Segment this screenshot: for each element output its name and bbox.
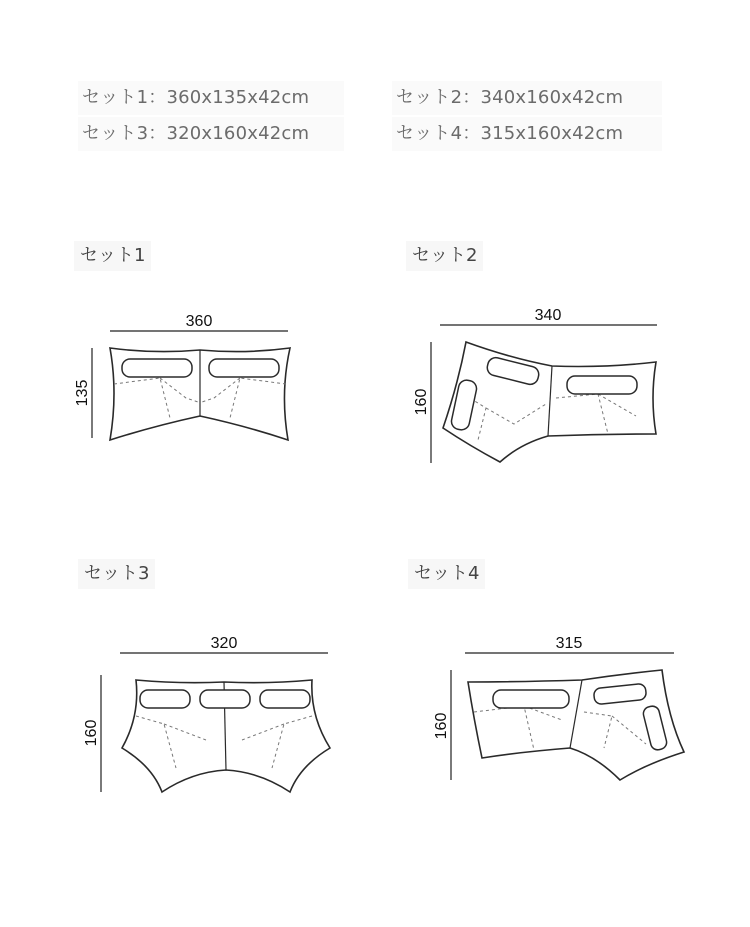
- set-3-width-label: 320: [210, 635, 238, 652]
- spec-set-2: セット2：340x160x42cm: [392, 81, 662, 115]
- spec-set-3: セット3：320x160x42cm: [78, 117, 344, 151]
- set-4-sofa: [468, 670, 684, 780]
- set-2-depth-label: 160: [413, 388, 430, 416]
- spec-set-4: セット4：315x160x42cm: [392, 117, 662, 151]
- set-4-title: セット4: [408, 559, 485, 589]
- set-2-width-label: 340: [534, 307, 562, 324]
- set-2-title: セット2: [406, 241, 483, 271]
- set-4-depth-label: 160: [433, 712, 450, 740]
- set-3-title: セット3: [78, 559, 155, 589]
- spec-set-1: セット1：360x135x42cm: [78, 81, 344, 115]
- set-4-width-label: 315: [555, 635, 583, 652]
- set-1-width-label: 360: [185, 313, 213, 330]
- set-1-depth-label: 135: [74, 379, 91, 407]
- set-4-pillow-left: [493, 690, 569, 708]
- set-3-depth-label: 160: [83, 719, 100, 747]
- set-1-title: セット1: [74, 241, 151, 271]
